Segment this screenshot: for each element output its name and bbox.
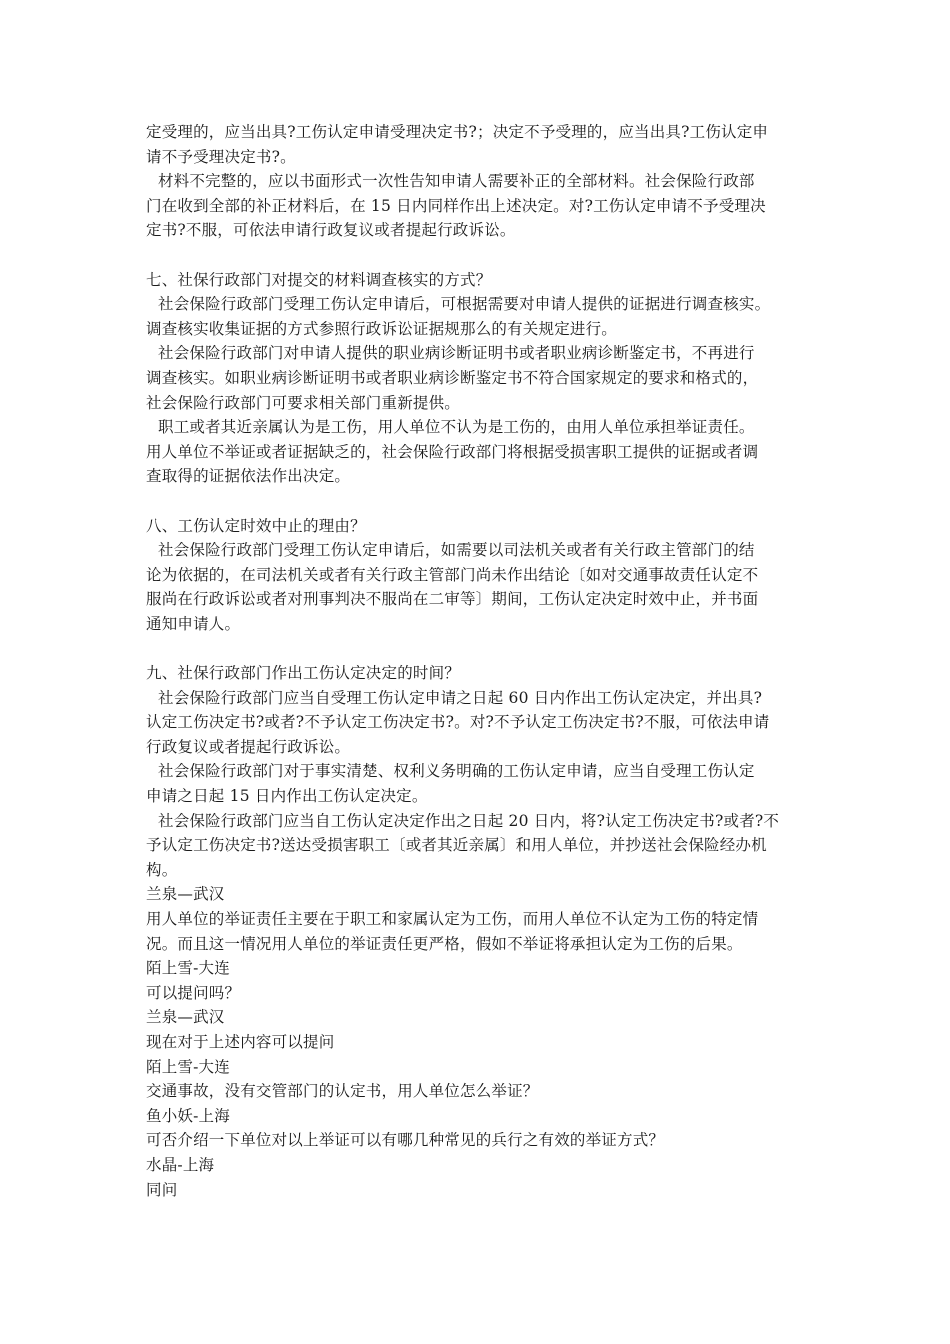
text-line: 请不予受理决定书?。 bbox=[146, 147, 296, 166]
document-page bbox=[146, 120, 826, 1202]
text-line: 社会保险行政部门可要求相关部门重新提供。 bbox=[146, 393, 461, 412]
text-line: 社会保险行政部门对于事实清楚、权利义务明确的工伤认定申请，应当自受理工伤认定 bbox=[158, 762, 755, 781]
text-line: 可以提问吗？ bbox=[146, 983, 241, 1002]
text-line: 社会保险行政部门应当自工伤认定决定作出之日起 20 日内，将?认定工伤决定书?或者?不 bbox=[158, 811, 780, 830]
text-line: 兰泉—武汉 bbox=[146, 885, 225, 904]
text-line: 用人单位不举证或者证据缺乏的，社会保险行政部门将根据受损害职工提供的证据或者调 bbox=[146, 442, 759, 461]
blank-line bbox=[146, 489, 826, 514]
text-line: 查取得的证据依法作出决定。 bbox=[146, 467, 351, 486]
blank-line bbox=[146, 636, 826, 661]
text-line: 定书?不服，可依法申请行政复议或者提起行政诉讼。 bbox=[146, 221, 516, 240]
text-line: 社会保险行政部门应当自受理工伤认定申请之日起 60 日内作出工伤认定决定，并出具? bbox=[158, 688, 763, 707]
text-line: 九、社保行政部门作出工伤认定决定的时间？ bbox=[146, 664, 461, 683]
text-line: 兰泉—武汉 bbox=[146, 1008, 225, 1027]
text-line: 行政复议或者提起行政诉讼。 bbox=[146, 737, 351, 756]
text-line: 申请之日起 15 日内作出工伤认定决定。 bbox=[146, 787, 428, 806]
text-line: 调查核实收集证据的方式参照行政诉讼证据规那么的有关规定进行。 bbox=[146, 319, 618, 338]
text-line: 可否介绍一下单位对以上举证可以有哪几种常见的兵行之有效的举证方式？ bbox=[146, 1131, 665, 1150]
text-line: 门在收到全部的补正材料后，在 15 日内同样作出上述决定。对?工伤认定申请不予受理决 bbox=[146, 196, 766, 215]
text-line: 论为依据的，在司法机关或者有关行政主管部门尚未作出结论〔如对交通事故责任认定不 bbox=[146, 565, 759, 584]
text-line: 交通事故，没有交管部门的认定书，用人单位怎么举证？ bbox=[146, 1082, 539, 1101]
text-line: 定受理的，应当出具?工伤认定申请受理决定书?；决定不予受理的，应当出具?工伤认定申 bbox=[146, 123, 769, 141]
text-line: 认定工伤决定书?或者?不予认定工伤决定书?。对?不予认定工伤决定书?不服，可依法申请 bbox=[146, 713, 770, 732]
text-line: 通知申请人。 bbox=[146, 614, 241, 633]
text-line: 社会保险行政部门受理工伤认定申请后，如需要以司法机关或者有关行政主管部门的结 bbox=[158, 541, 755, 560]
text-line: 八、工伤认定时效中止的理由？ bbox=[146, 516, 366, 535]
text-line: 社会保险行政部门对申请人提供的职业病诊断证明书或者职业病诊断鉴定书，不再进行 bbox=[158, 344, 755, 363]
text-line: 现在对于上述内容可以提问 bbox=[146, 1032, 335, 1051]
text-line: 陌上雪-大连 bbox=[146, 1057, 230, 1076]
text-line: 构。 bbox=[146, 860, 178, 879]
text-line: 陌上雪-大连 bbox=[146, 959, 230, 978]
text-line: 予认定工伤决定书?送达受损害职工〔或者其近亲属〕和用人单位，并抄送社会保险经办机 bbox=[146, 836, 767, 855]
text-line: 调查核实。如职业病诊断证明书或者职业病诊断鉴定书不符合国家规定的要求和格式的， bbox=[146, 368, 759, 387]
text-line: 材料不完整的，应以书面形式一次性告知申请人需要补正的全部材料。社会保险行政部 bbox=[158, 172, 755, 191]
text-line: 七、社保行政部门对提交的材料调查核实的方式？ bbox=[146, 270, 492, 289]
text-line: 社会保险行政部门受理工伤认定申请后，可根据需要对申请人提供的证据进行调查核实。 bbox=[158, 295, 771, 314]
text-line: 鱼小妖-上海 bbox=[146, 1106, 230, 1125]
text-line: 用人单位的举证责任主要在于职工和家属认定为工伤，而用人单位不认定为工伤的特定情 bbox=[146, 910, 759, 928]
blank-line bbox=[146, 243, 826, 268]
text-line: 况。而且这一情况用人单位的举证责任更严格，假如不举证将承担认定为工伤的后果。 bbox=[146, 934, 743, 953]
text-line: 职工或者其近亲属认为是工伤，用人单位不认为是工伤的，由用人单位承担举证责任。 bbox=[158, 418, 755, 437]
text-line: 水晶-上海 bbox=[146, 1155, 215, 1174]
text-line: 同问 bbox=[146, 1180, 178, 1199]
text-line: 服尚在行政诉讼或者对刑事判决不服尚在二审等〕期间，工伤认定决定时效中止，并书面 bbox=[146, 590, 759, 609]
